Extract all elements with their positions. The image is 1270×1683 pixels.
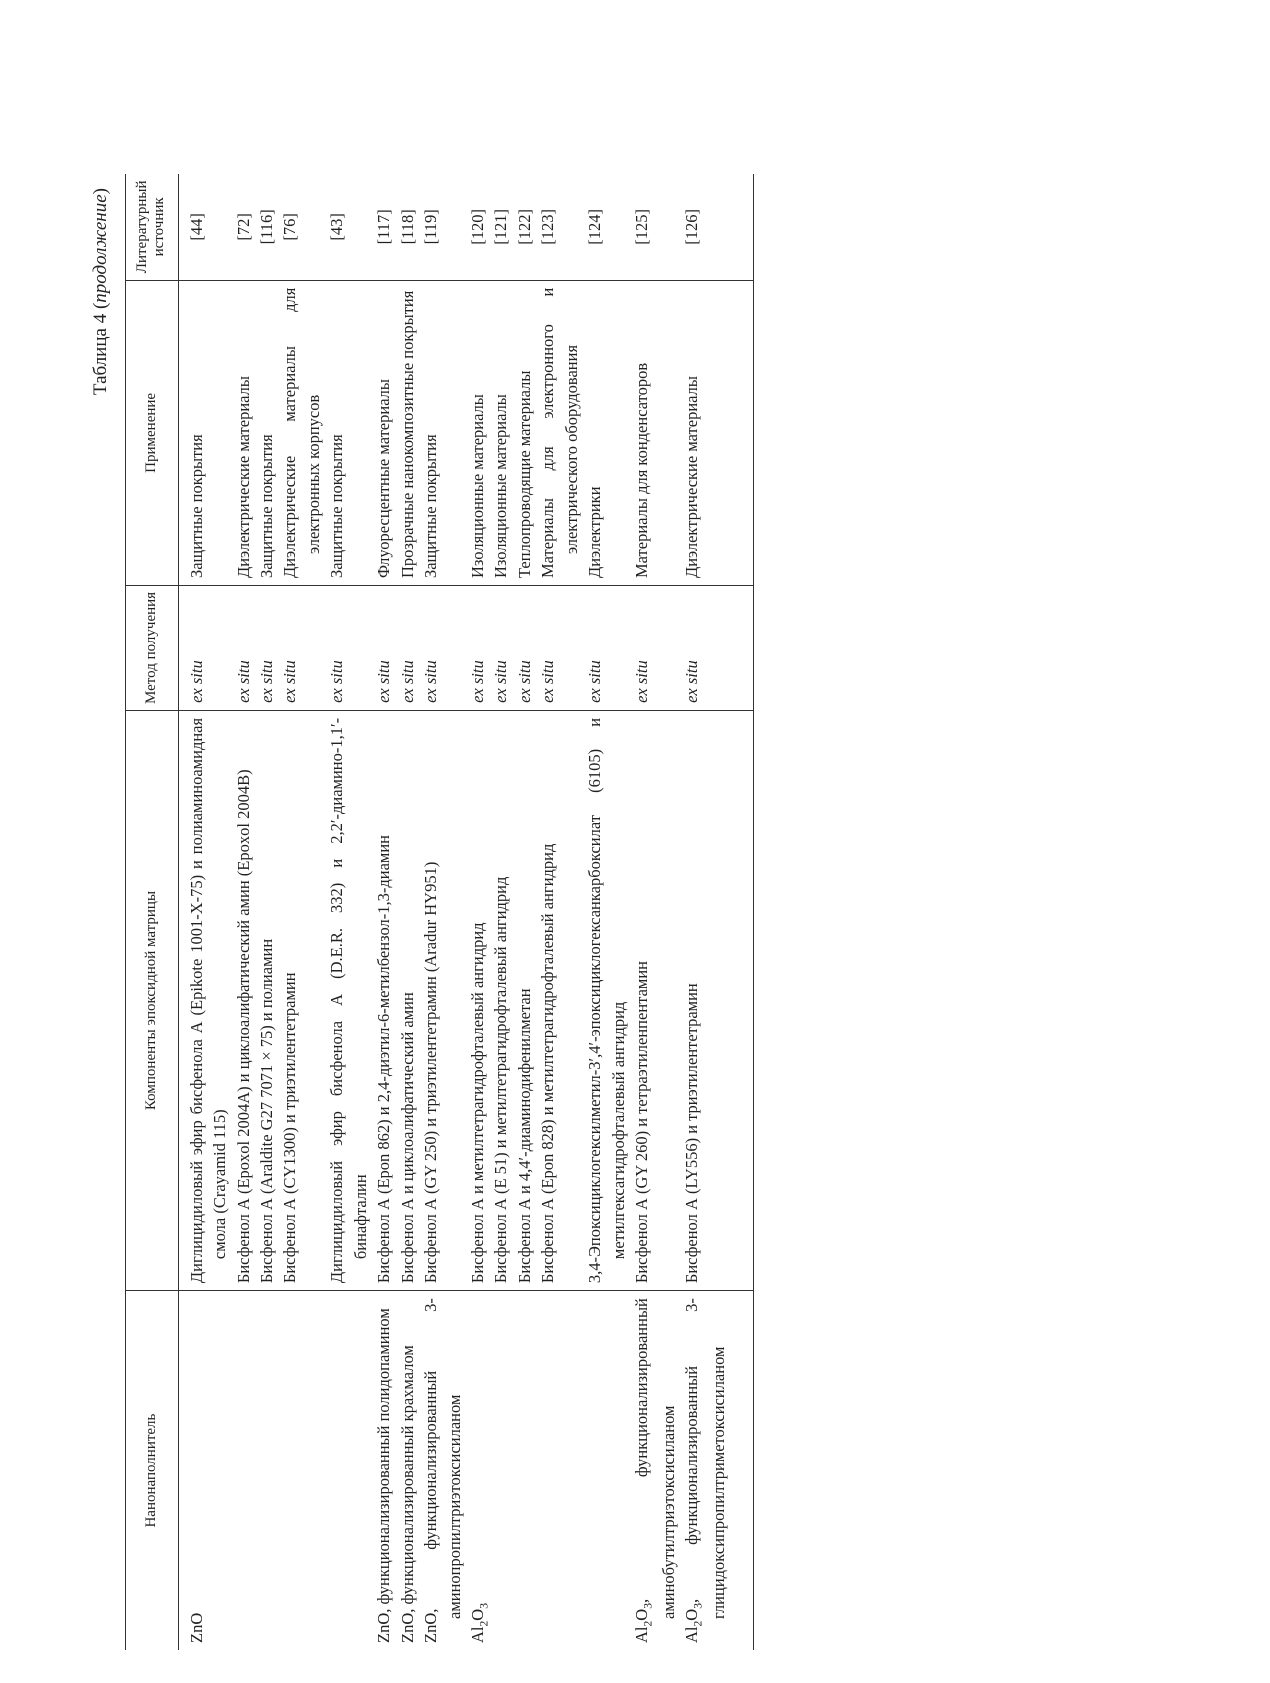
reference-entry: [122] [514,208,534,245]
reference-cell [630,174,680,280]
table-row [466,174,630,1650]
application-entry: Диэлектрические материалы [682,376,702,579]
reference-entry: [76] [280,213,300,241]
application-entry: Защитные покрытия [421,434,441,579]
reference-entry: [126] [682,208,702,245]
components-cell [630,710,680,1290]
reference-entry: [116] [256,209,276,245]
method-entry: ex situ [280,660,300,703]
table-caption: Таблица 4 (продолжение) [90,188,111,396]
method-cell [680,586,753,711]
method-entry: ex situ [538,660,558,703]
application-entry: Флуоресцентные материалы [374,379,394,579]
method-entry: ex situ [397,660,417,703]
component-entry: Бисфенол А и 4,4′-диаминодифенилметан [514,988,534,1284]
component-entry: Бисфенол А (E 51) и метилтетрагидрофталевый ангидрид [491,876,511,1284]
method-entry: ex situ [421,660,441,703]
reference-cell [396,174,419,280]
reference-cell [680,174,753,280]
filler-cell [419,1291,466,1650]
component-entry: Диглицидиловый эфир бисфенола А (Epikote 1001-X-75) и полиаминоамидная смола (Crayamid 115) [186,717,229,1284]
component-entry: Бисфенол А (Araldite G27 7071 × 75) и полиамин [256,938,276,1284]
reference-entry: [124] [585,208,605,245]
application-entry: Защитные покрытия [186,434,206,579]
method-cell [396,586,419,711]
application-entry: Диэлектрические материалы [233,376,253,579]
method-cell [630,586,680,711]
application-cell [630,280,680,585]
components-cell [372,710,395,1290]
component-entry: Бисфенол А (CY1300) и триэтилентетрамин [280,972,300,1284]
component-entry: Бисфенол А (GY 250) и триэтилентетрамин (Aradur HY951) [421,861,441,1284]
application-entry: Материалы для конденсаторов [632,362,652,579]
application-entry: Изоляционные материалы [491,394,511,579]
table-row [396,174,419,1650]
header-filler: Нанонаполнитель [126,1291,179,1650]
table-row [419,174,466,1650]
nanofiller-table [125,174,754,1650]
method-entry: ex situ [491,660,511,703]
rotated-page [90,150,1190,1650]
components-cell [178,710,372,1290]
reference-cell [372,174,395,280]
components-cell [396,710,419,1290]
filler-cell [372,1291,395,1650]
method-entry: ex situ [585,660,605,703]
reference-entry: [44] [186,213,206,241]
reference-entry: [117] [374,209,394,245]
application-cell [466,280,630,585]
table-header-row [126,174,179,1650]
filler-cell [630,1291,680,1650]
method-entry: ex situ [514,660,534,703]
component-entry: Диглицидиловый эфир бисфенола А (D.E.R. 332) и 2,2′-диамино-1,1′-бинафталин [327,717,370,1284]
components-cell [680,710,753,1290]
header-application: Применение [126,280,179,585]
method-entry: ex situ [374,660,394,703]
component-entry: Бисфенол А (Epon 828) и метилтетрагидрофталевый ангидрид [538,843,558,1284]
filler-name: $Al_2O_3$, функционализированный 3-глицидоксипропилтриметоксисиланом [682,1298,729,1643]
reference-entry: [120] [468,208,488,245]
header-reference: Литературный источник [126,174,179,280]
header-components: Компоненты эпоксидной матрицы [126,710,179,1290]
component-entry: 3,4-Эпоксициклогексилметил-3′,4′-эпоксициклогексанкарбоксилат (6105) и метилгексагидрофталевый ангидрид [585,717,628,1284]
filler-name: ZnO [186,1612,206,1643]
component-entry: Бисфенол А (GY 260) и тетраэтиленпентамин [632,961,652,1284]
application-entry: Защитные покрытия [327,434,347,579]
filler-name: $Al_2O_3$ [468,1603,491,1643]
component-entry: Бисфенол А (Epoxol 2004A) и циклоалифатический амин (Epoxol 2004B) [233,769,253,1284]
component-entry: Бисфенол А (Epon 862) и 2,4-диэтил-6-метилбензол-1,3-диамин [374,834,394,1284]
reference-cell [419,174,466,280]
filler-name: ZnO, функционализированный крахмалом [397,1345,417,1643]
reference-entry: [119] [421,209,441,245]
application-entry: Изоляционные материалы [468,394,488,579]
application-cell [419,280,466,585]
application-entry: Прозрачные нанокомпозитные покрытия [397,290,417,579]
reference-entry: [123] [538,208,558,245]
component-entry: Бисфенол А и циклоалифатический амин [397,992,417,1284]
component-entry: Бисфенол А (LY556) и триэтилентетрамин [682,983,702,1284]
components-cell [419,710,466,1290]
method-entry: ex situ [233,660,253,703]
filler-cell [466,1291,630,1650]
header-method: Метод получения [126,586,179,711]
table-row [178,174,372,1650]
component-entry: Бисфенол А и метилтетрагидрофталевый ангидрид [468,922,488,1284]
method-cell [466,586,630,711]
reference-entry: [72] [233,213,253,241]
method-entry: ex situ [468,660,488,703]
application-entry: Диэлектрики [585,486,605,579]
method-entry: ex situ [327,660,347,703]
reference-entry: [121] [491,208,511,245]
table-row [630,174,680,1650]
application-entry: Диэлектрические материалы для электронных корпусов [280,287,323,579]
reference-entry: [43] [327,213,347,241]
filler-cell [396,1291,419,1650]
reference-entry: [118] [397,209,417,245]
filler-name: ZnO, функционализированный полидопамином [374,1308,394,1643]
method-cell [372,586,395,711]
application-entry: Теплопроводящие материалы [514,370,534,579]
filler-name: $Al_2O_3$, функционализированный аминобутилтриэтоксисиланом [632,1298,678,1643]
filler-cell [680,1291,753,1650]
reference-entry: [125] [632,208,652,245]
filler-cell [178,1291,372,1650]
reference-cell [178,174,372,280]
method-cell [178,586,372,711]
method-entry: ex situ [186,660,206,703]
application-cell [178,280,372,585]
reference-cell [466,174,630,280]
application-cell [372,280,395,585]
method-cell [419,586,466,711]
components-cell [466,710,630,1290]
table-row [372,174,395,1650]
application-cell [396,280,419,585]
method-entry: ex situ [682,660,702,703]
method-entry: ex situ [632,660,652,703]
application-cell [680,280,753,585]
filler-name: ZnO, функционализированный 3-аминопропилтриэтоксисиланом [421,1298,464,1643]
method-entry: ex situ [256,660,276,703]
table-row [680,174,753,1650]
application-entry: Материалы для электронного и электрического оборудования [538,287,581,579]
application-entry: Защитные покрытия [256,434,276,579]
